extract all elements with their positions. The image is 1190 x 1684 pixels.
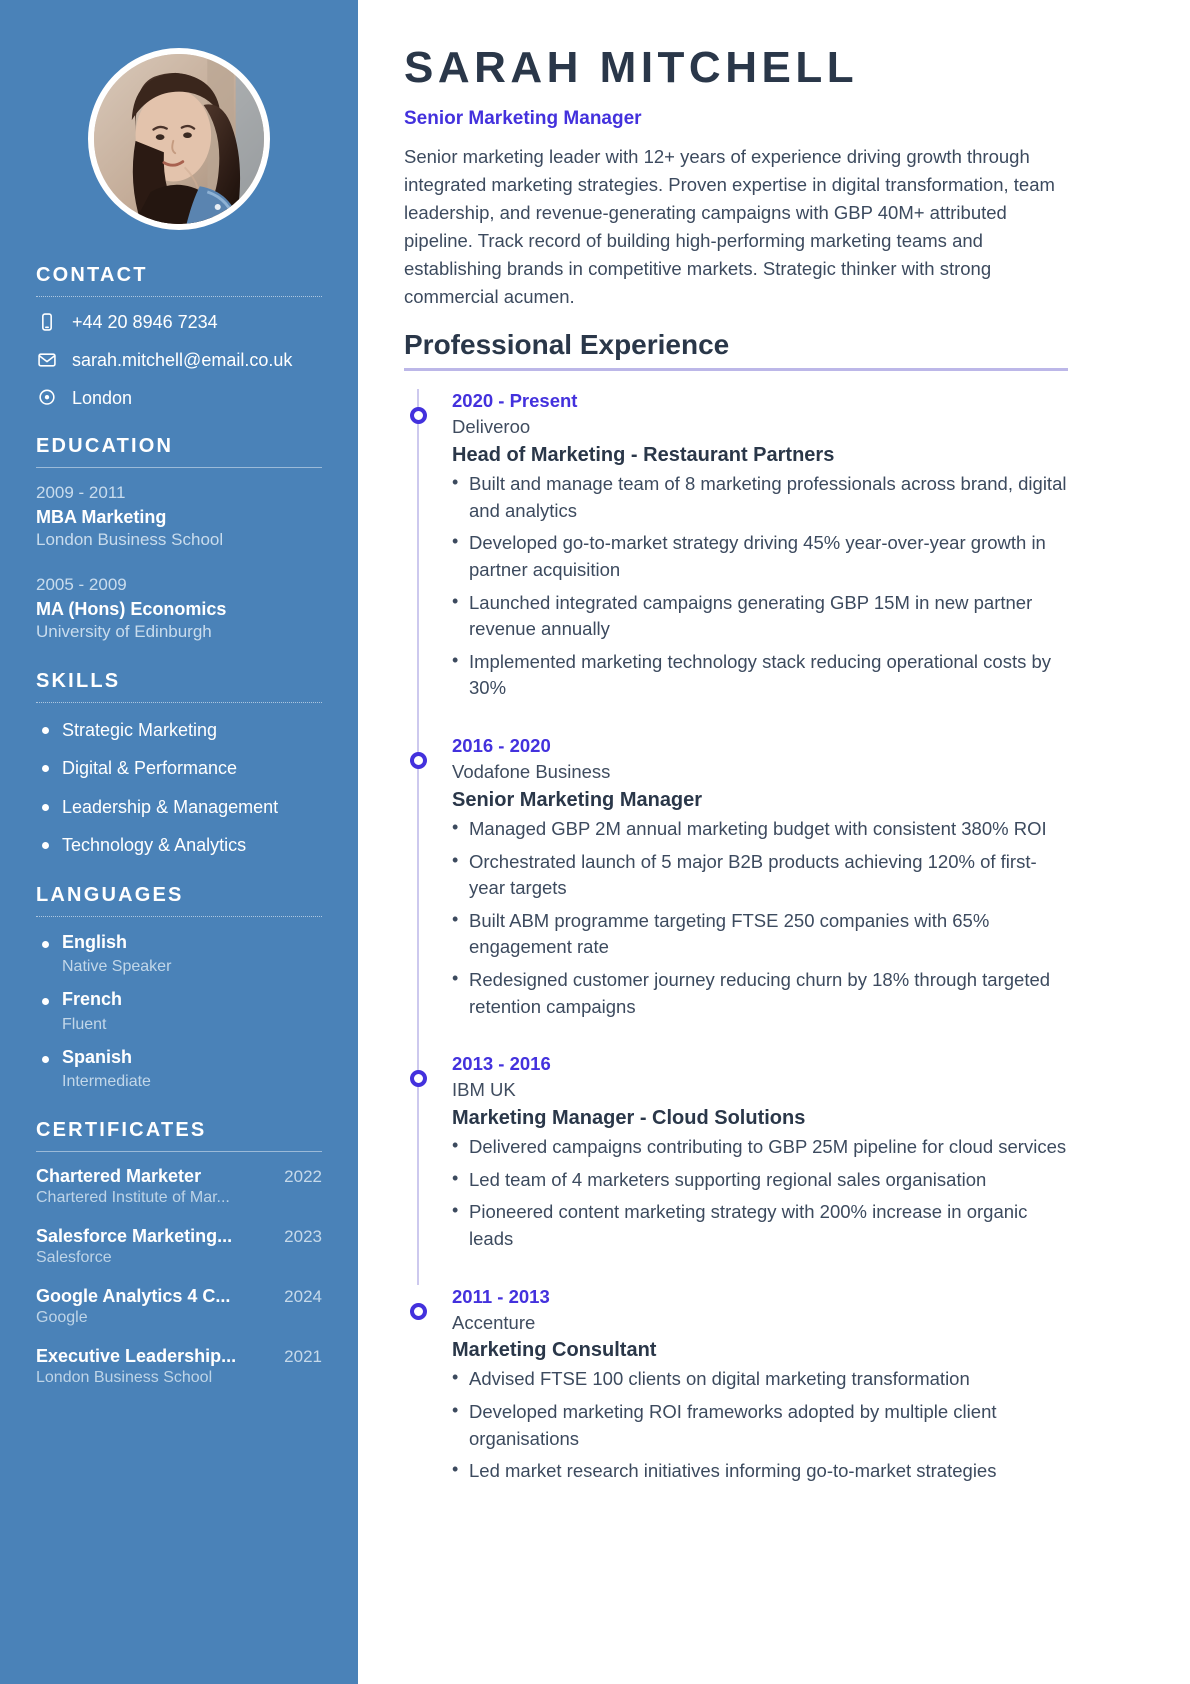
certificate-org: Salesforce — [36, 1249, 112, 1267]
list-item: Leadership & Management — [36, 794, 322, 820]
language-level: Fluent — [62, 1015, 107, 1033]
education-divider — [36, 467, 322, 468]
languages-divider — [36, 916, 322, 917]
experience-company: Deliveroo — [452, 416, 531, 438]
experience-bullets — [452, 471, 1068, 702]
contact-heading: CONTACT — [36, 264, 148, 286]
list-item: • Built ABM programme targeting FTSE 250 companies with 65% engagement rate — [452, 908, 1068, 961]
certificate-header — [36, 1286, 322, 1307]
language-name: English — [62, 931, 128, 952]
certificates-divider — [36, 1151, 322, 1152]
list-item: • Led team of 4 marketers supporting regional sales organisation — [452, 1167, 1068, 1194]
timeline-dot-icon — [410, 407, 427, 424]
education-date: 2009 - 2011 — [36, 483, 126, 502]
experience-company: Accenture — [452, 1311, 536, 1333]
education-degree: MA (Hons) Economics — [36, 599, 227, 620]
list-item: • Developed go-to-market strategy driving 45% year-over-year growth in partner acquisition — [452, 530, 1068, 583]
experience-date: 2011 - 2013 — [452, 1285, 550, 1307]
list-item: • Managed GBP 2M annual marketing budget with consistent 380% ROI — [452, 816, 1068, 843]
timeline-connector — [417, 1052, 419, 1284]
list-item: Digital & Performance — [36, 755, 322, 781]
certificate-header — [36, 1226, 322, 1247]
contact-location-value: London — [72, 387, 133, 408]
education-section — [0, 435, 358, 644]
experience-date: 2013 - 2016 — [452, 1053, 551, 1075]
certificate-item — [36, 1286, 322, 1327]
list-item: Strategic Marketing — [36, 717, 322, 743]
list-item: • Built and manage team of 8 marketing professionals across brand, digital and analytics — [452, 471, 1068, 524]
contact-phone[interactable] — [36, 311, 322, 333]
contact-location[interactable] — [36, 387, 322, 409]
experience-bullets — [452, 1134, 1068, 1253]
certificate-item — [36, 1226, 322, 1267]
certificate-name: Executive Leadership... — [36, 1346, 237, 1367]
avatar — [88, 48, 270, 230]
certificates-section — [0, 1119, 358, 1387]
experience-company: Vodafone Business — [452, 761, 611, 782]
certificate-year: 2023 — [284, 1227, 322, 1247]
experience-divider — [404, 368, 1068, 371]
list-item — [36, 988, 322, 1036]
language-level: Native Speaker — [62, 958, 172, 976]
experience-bullets — [452, 1366, 1068, 1485]
experience-title: Marketing Manager - Cloud Solutions — [452, 1107, 806, 1130]
list-item: • Pioneered content marketing strategy with 200% increase in organic leads — [452, 1199, 1068, 1252]
experience-company: IBM UK — [452, 1079, 516, 1101]
location-icon — [36, 387, 58, 409]
skills-divider — [36, 702, 322, 703]
list-item: • Launched integrated campaigns generating GBP 15M in new partner revenue annually — [452, 590, 1068, 643]
email-icon — [36, 349, 58, 371]
list-item: • Orchestrated launch of 5 major B2B products achieving 120% of first-year targets — [452, 849, 1068, 902]
certificate-name: Google Analytics 4 C... — [36, 1286, 231, 1307]
contact-phone-value: +44 20 8946 7234 — [72, 311, 218, 332]
list-item: • Delivered campaigns contributing to GBP 25M pipeline for cloud services — [452, 1134, 1068, 1161]
phone-icon — [36, 311, 58, 333]
certificate-org: London Business School — [36, 1369, 213, 1387]
page-title: SARAH MITCHELL — [404, 43, 859, 92]
certificate-year: 2022 — [284, 1167, 322, 1187]
avatar-illustration — [94, 54, 264, 224]
education-item — [36, 482, 322, 552]
education-degree: MBA Marketing — [36, 506, 167, 527]
certificate-item — [36, 1166, 322, 1207]
timeline-dot-icon — [410, 1303, 427, 1320]
contact-email-value: sarah.mitchell@email.co.uk — [72, 349, 293, 370]
language-level: Intermediate — [62, 1073, 151, 1091]
experience-item — [404, 389, 1068, 734]
main-content — [358, 0, 1190, 1684]
education-heading: EDUCATION — [36, 435, 174, 457]
experience-item — [404, 1052, 1068, 1284]
timeline-dot-icon — [410, 1070, 427, 1087]
language-name: French — [62, 989, 123, 1010]
timeline-connector — [417, 734, 419, 1052]
list-item: • Advised FTSE 100 clients on digital marketing transformation — [452, 1366, 1068, 1393]
list-item: • Developed marketing ROI frameworks adopted by multiple client organisations — [452, 1399, 1068, 1452]
certificate-year: 2021 — [284, 1347, 322, 1367]
languages-section — [0, 884, 358, 1094]
experience-title: Marketing Consultant — [452, 1339, 657, 1362]
languages-heading: LANGUAGES — [36, 883, 184, 906]
job-role-subtitle: Senior Marketing Manager — [404, 107, 642, 129]
education-item — [36, 574, 322, 644]
experience-title: Head of Marketing - Restaurant Partners — [452, 444, 835, 467]
education-school: University of Edinburgh — [36, 622, 212, 642]
list-item — [36, 1046, 322, 1094]
experience-bullets — [452, 816, 1068, 1020]
certificate-header — [36, 1346, 322, 1367]
contact-section — [0, 264, 358, 409]
experience-title: Senior Marketing Manager — [452, 788, 703, 811]
certificate-org: Chartered Institute of Mar... — [36, 1189, 230, 1207]
experience-heading: Professional Experience — [404, 329, 730, 361]
certificate-org: Google — [36, 1309, 88, 1327]
certificates-heading: CERTIFICATES — [36, 1119, 207, 1142]
language-name: Spanish — [62, 1046, 133, 1067]
sidebar — [0, 0, 358, 1684]
contact-divider — [36, 296, 322, 297]
list-item: • Redesigned customer journey reducing churn by 18% through targeted retention campaigns — [452, 967, 1068, 1020]
skills-section — [0, 670, 358, 857]
list-item: • Led market research initiatives informing go-to-market strategies — [452, 1458, 1068, 1485]
certificate-header — [36, 1166, 322, 1187]
skills-heading: SKILLS — [36, 670, 121, 693]
professional-summary: Senior marketing leader with 12+ years of experience driving growth through integrated marketing strategies. Proven expertise in digital transformation, team leadership, and revenue-generating campaigns with GBP 40M+ attributed pipeline. Track record of building high-performing marketing teams and establishing brands in competitive markets. Strategic thinker with strong commercial acumen. — [404, 145, 1055, 308]
certificate-name: Chartered Marketer — [36, 1166, 202, 1187]
experience-date: 2016 - 2020 — [452, 735, 551, 757]
experience-item — [404, 734, 1068, 1052]
skills-list — [36, 717, 322, 857]
timeline-dot-icon — [410, 752, 427, 769]
list-item: • Implemented marketing technology stack reducing operational costs by 30% — [452, 649, 1068, 702]
list-item: Technology & Analytics — [36, 832, 322, 858]
certificate-year: 2024 — [284, 1287, 322, 1307]
certificate-item — [36, 1346, 322, 1387]
photo-container — [0, 0, 358, 238]
education-date: 2005 - 2009 — [36, 575, 127, 595]
contact-email[interactable] — [36, 349, 322, 371]
certificate-name: Salesforce Marketing... — [36, 1226, 233, 1247]
list-item — [36, 931, 322, 979]
timeline-connector — [417, 389, 419, 734]
experience-date: 2020 - Present — [452, 390, 578, 412]
languages-list — [36, 931, 322, 1094]
experience-timeline — [404, 389, 1068, 1485]
experience-item — [404, 1285, 1068, 1485]
education-school: London Business School — [36, 530, 224, 550]
